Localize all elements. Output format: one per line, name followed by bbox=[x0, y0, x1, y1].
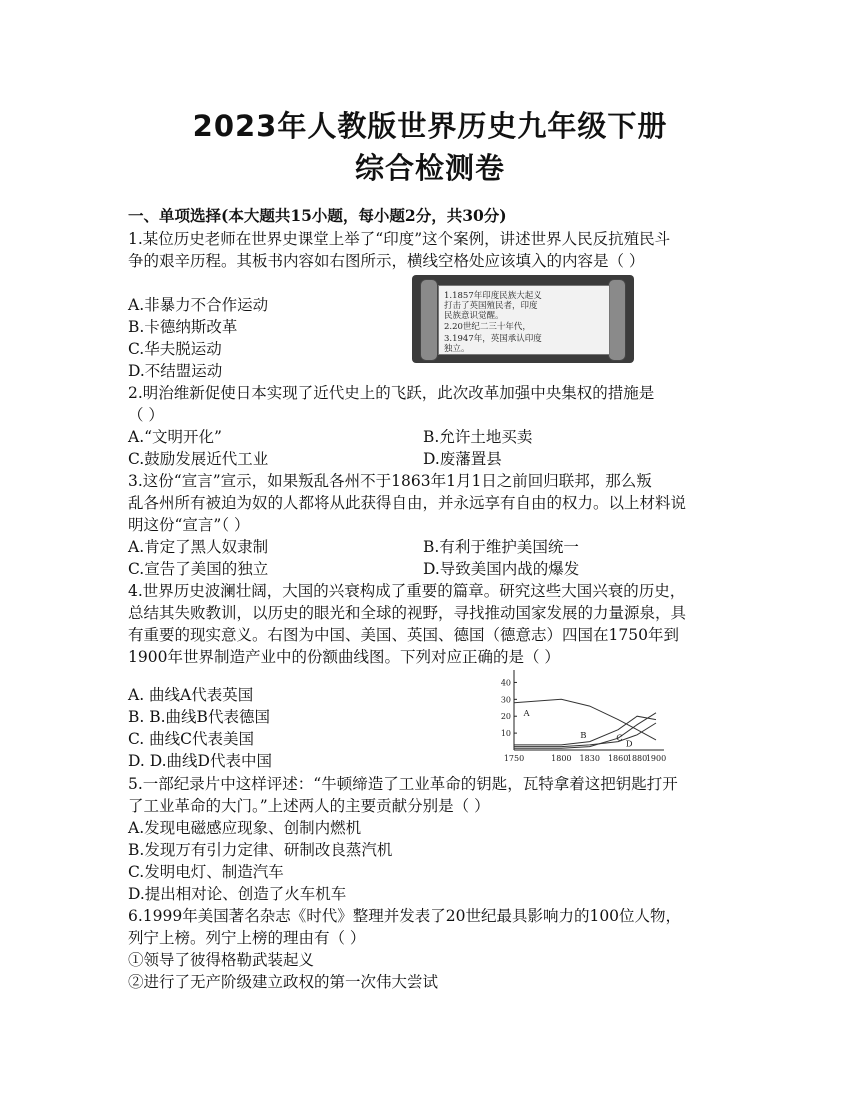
q5-option-a: A.发现电磁感应现象、创制内燃机 bbox=[128, 819, 362, 837]
q5-option-b: B.发现万有引力定律、研制改良蒸汽机 bbox=[128, 841, 393, 859]
x-tick-label: 1800 bbox=[551, 754, 572, 763]
q2-stem-line1: 2.明治维新促使日本实现了近代史上的飞跃，此次改革加强中央集权的措施是 bbox=[128, 384, 655, 402]
series-label-a: A bbox=[523, 709, 530, 720]
y-tick-label: 30 bbox=[500, 695, 511, 705]
q4-stem-line2: 总结其失败教训，以历史的眼光和全球的视野，寻找推动国家发展的力量源泉，具 bbox=[128, 604, 687, 622]
q5-option-c: C.发明电灯、制造汽车 bbox=[128, 863, 284, 881]
board-line-3: 民族意识觉醒。 bbox=[444, 311, 504, 321]
q6-item-2: ②进行了无产阶级建立政权的第一次伟大尝试 bbox=[128, 973, 439, 991]
x-tick-label: 1750 bbox=[503, 754, 525, 763]
board-line-4: 2.20世纪二三十年代， bbox=[444, 322, 531, 332]
q4-option-b: B. B.曲线B代表德国 bbox=[128, 708, 270, 726]
q4-option-d: D. D.曲线D代表中国 bbox=[128, 752, 272, 770]
board-line-5: 3.1947年，英国承认印度 bbox=[444, 334, 542, 344]
q3-option-c: C.宣告了美国的独立 bbox=[128, 560, 269, 578]
q5-stem-line2: 了工业革命的大门。”上述两人的主要贡献分别是（ ） bbox=[128, 797, 490, 815]
q6-stem-line2: 列宁上榜。列宁上榜的理由有（ ） bbox=[128, 929, 366, 947]
scroll-roll-left bbox=[420, 279, 438, 361]
q3-option-d: D.导致美国内战的爆发 bbox=[423, 560, 580, 578]
series-label-d: D bbox=[625, 739, 633, 750]
board-line-2: 打击了英国殖民者，印度 bbox=[444, 301, 538, 311]
q2-stem-line2: （ ） bbox=[128, 406, 164, 424]
blackboard-scroll-image bbox=[412, 275, 634, 363]
q1-stem-line1: 1.某位历史老师在世界史课堂上举了“印度”这个案例，讲述世界人民反抗殖民斗 bbox=[128, 230, 671, 248]
manufacturing-share-chart bbox=[496, 668, 684, 764]
q6-stem-line1: 6.1999年美国著名杂志《时代》整理并发表了20世纪最具影响力的100位人物， bbox=[128, 907, 682, 925]
q1-option-a: A.非暴力不合作运动 bbox=[128, 296, 269, 314]
x-tick-label: 1830 bbox=[579, 754, 600, 763]
q4-stem-line1: 4.世界历史波澜壮阔，大国的兴衰构成了重要的篇章。研究这些大国兴衰的历史， bbox=[128, 582, 686, 600]
q3-stem-line2: 乱各州所有被迫为奴的人都将从此获得自由，并永远享有自由的权力。以上材料说 bbox=[128, 494, 687, 512]
q5-stem-line1: 5.一部纪录片中这样评述：“牛顿缔造了工业革命的钥匙，瓦特拿着这把钥匙打开 bbox=[128, 775, 678, 793]
y-tick-label: 10 bbox=[500, 729, 511, 739]
q4-option-c: C. 曲线C代表美国 bbox=[128, 730, 255, 748]
q1-option-d: D.不结盟运动 bbox=[128, 362, 223, 380]
chart-svg bbox=[496, 668, 684, 764]
board-line-1: 1.1857年印度民族大起义 bbox=[444, 291, 542, 301]
board-line-6: 独立。 bbox=[444, 344, 470, 354]
q4-stem-line4: 1900年世界制造产业中的份额曲线图。下列对应正确的是（ ） bbox=[128, 648, 560, 666]
q2-option-c: C.鼓励发展近代工业 bbox=[128, 450, 269, 468]
page-subtitle: 综合检测卷 bbox=[354, 151, 505, 185]
page-title: 2023年人教版世界历史九年级下册 bbox=[192, 109, 668, 143]
q2-option-b: B.允许土地买卖 bbox=[423, 428, 533, 446]
x-tick-label: 1880 bbox=[626, 754, 648, 763]
q4-stem-line3: 有重要的现实意义。右图为中国、美国、英国、德国（德意志）四国在1750年到 bbox=[128, 626, 679, 644]
q3-option-b: B.有利于维护美国统一 bbox=[423, 538, 579, 556]
series-label-c: C bbox=[616, 733, 623, 744]
q3-option-a: A.肯定了黑人奴隶制 bbox=[128, 538, 269, 556]
q3-stem-line1: 3.这份“宣言”宣示，如果叛乱各州不于1863年1月1日之前回归联邦，那么叛 bbox=[128, 472, 652, 490]
q2-option-d: D.废藩置县 bbox=[423, 450, 502, 468]
q1-option-c: C.华夫脱运动 bbox=[128, 340, 222, 358]
q4-option-a: A. 曲线A代表英国 bbox=[128, 686, 254, 704]
scroll-roll-right bbox=[608, 279, 626, 361]
series-label-b: B bbox=[580, 731, 587, 742]
x-tick-label: 1860 bbox=[607, 754, 629, 763]
section-heading: 一、单项选择(本大题共15小题，每小题2分，共30分) bbox=[128, 206, 507, 225]
y-tick-label: 40 bbox=[500, 678, 511, 688]
q6-item-1: ①领导了彼得格勒武装起义 bbox=[128, 951, 315, 969]
q1-stem-line2: 争的艰辛历程。其板书内容如右图所示，横线空格处应该填入的内容是（ ） bbox=[128, 252, 645, 270]
q5-option-d: D.提出相对论、创造了火车机车 bbox=[128, 885, 347, 903]
x-tick-label: 1900 bbox=[645, 754, 667, 763]
q2-option-a: A.“文明开化” bbox=[128, 428, 222, 446]
q3-stem-line3: 明这份“宣言”（ ） bbox=[128, 516, 250, 534]
y-tick-label: 20 bbox=[500, 712, 511, 722]
q1-option-b: B.卡德纳斯改革 bbox=[128, 318, 238, 336]
